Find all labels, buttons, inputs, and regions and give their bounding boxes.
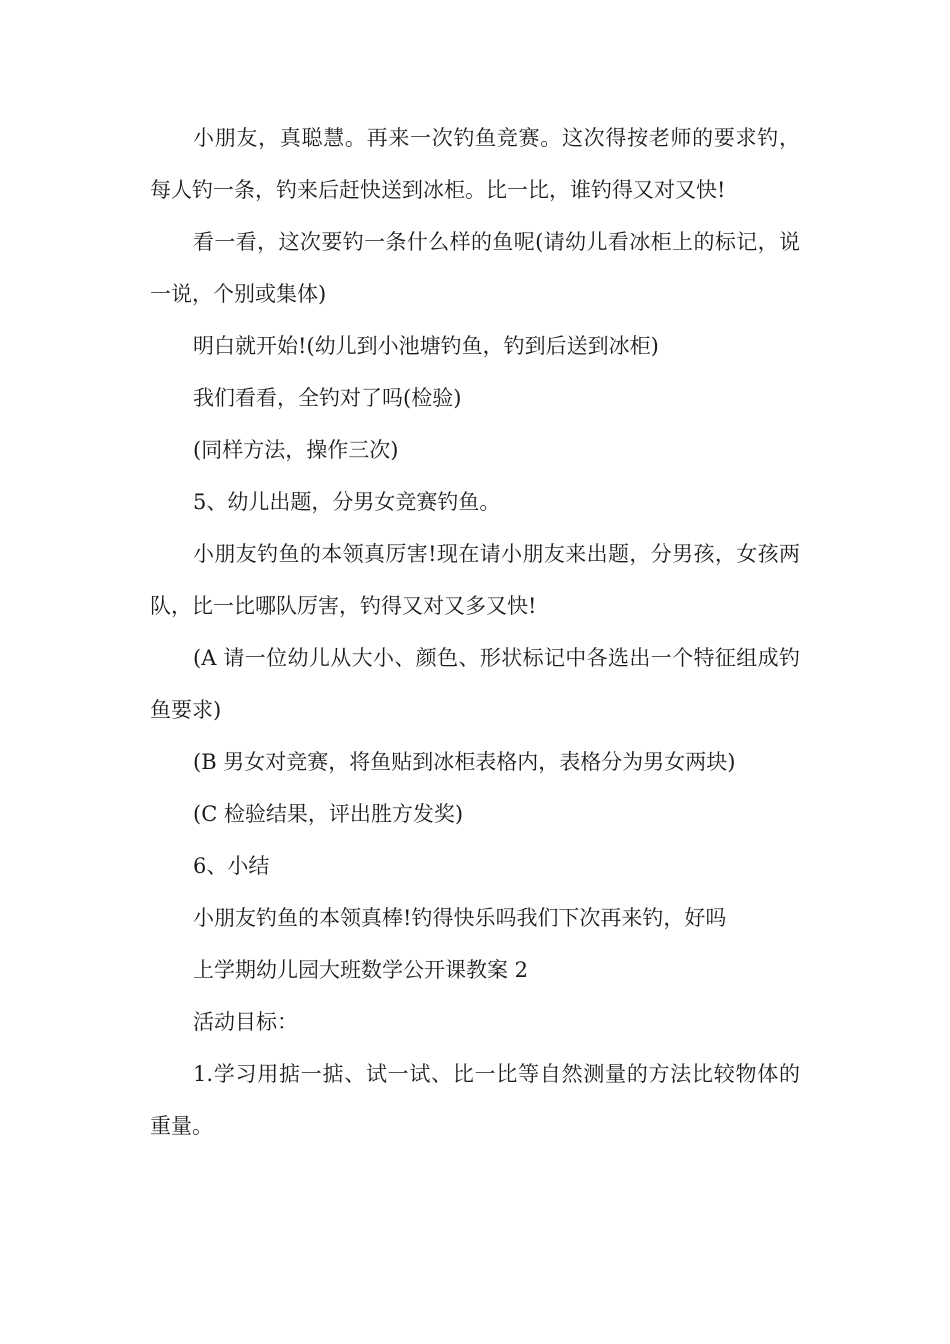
paragraph: (C 检验结果，评出胜方发奖) xyxy=(193,802,464,826)
section-heading: 5、幼儿出题，分男女竞赛钓鱼。 xyxy=(193,490,501,514)
section-heading: 6、小结 xyxy=(193,854,270,878)
paragraph: 小朋友钓鱼的本领真棒!钓得快乐吗我们下次再来钓，好吗 xyxy=(193,906,727,930)
paragraph: (B 男女对竞赛，将鱼贴到冰柜表格内，表格分为男女两块) xyxy=(193,750,736,774)
paragraph: 1.学习用掂一掂、试一试、比一比等自然测量的方法比较物体的重量。 xyxy=(150,1062,800,1138)
paragraph: 看一看，这次要钓一条什么样的鱼呢(请幼儿看冰柜上的标记，说一说，个别或集体) xyxy=(150,230,800,306)
paragraph: 我们看看，全钓对了吗(检验) xyxy=(193,386,462,410)
document-body xyxy=(150,112,800,1152)
section-heading: 活动目标： xyxy=(193,1010,298,1034)
paragraph: (同样方法，操作三次) xyxy=(193,438,399,462)
paragraph: 明白就开始!(幼儿到小池塘钓鱼，钓到后送到冰柜) xyxy=(193,334,659,358)
paragraph: (A 请一位幼儿从大小、颜色、形状标记中各选出一个特征组成钓鱼要求) xyxy=(150,646,800,722)
paragraph: 小朋友钓鱼的本领真厉害!现在请小朋友来出题，分男孩，女孩两队，比一比哪队厉害，钓得又对又多又快! xyxy=(150,542,800,618)
document-title: 上学期幼儿园大班数学公开课教案 2 xyxy=(193,958,529,982)
paragraph: 小朋友，真聪慧。再来一次钓鱼竞赛。这次得按老师的要求钓，每人钓一条，钓来后赶快送到冰柜。比一比，谁钓得又对又快! xyxy=(150,126,800,202)
